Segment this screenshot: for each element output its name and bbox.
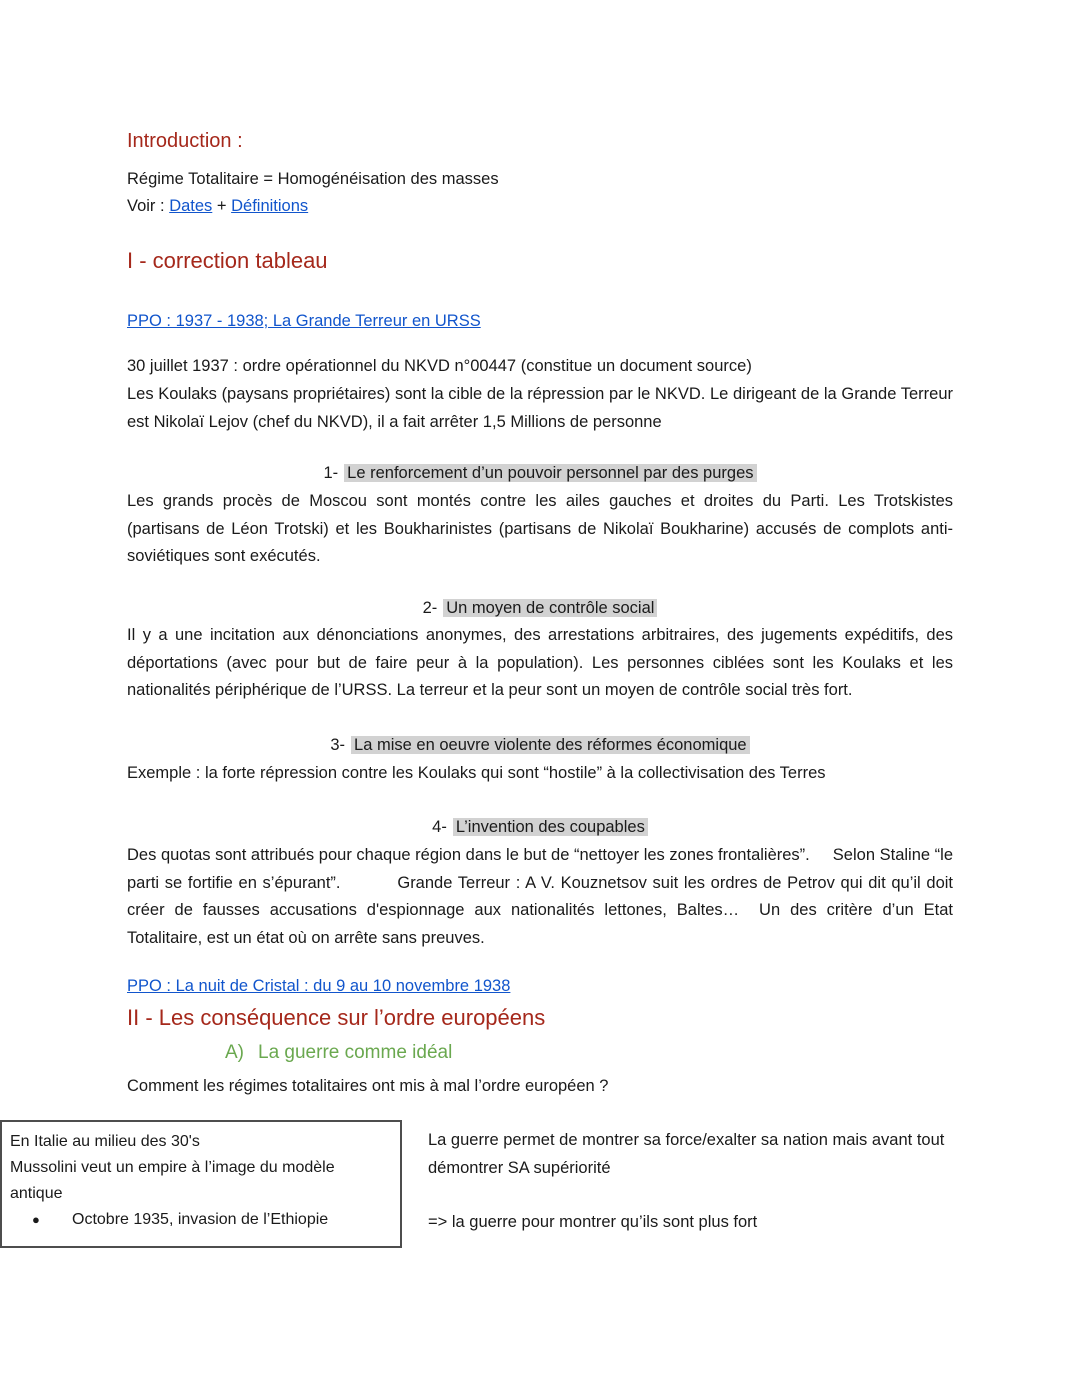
paragraph-koulaks: Les Koulaks (paysans propriétaires) sont la cible de la répression par le NKVD. Le dirigeant de la Grande Terreur est Nikolaï Lejov (chef du NKVD), il a fait arrêter 1,5 Millions de personne [127,385,953,431]
right-column-paragraph: La guerre permet de montrer sa force/exalter sa nation mais avant tout démontrer SA supériorité [428,1131,945,1177]
section-2-heading: II - Les conséquence sur l’ordre européens [127,1005,546,1030]
bullet-icon: ● [32,1212,40,1227]
subheading-2-paragraph: Il y a une incitation aux dénonciations anonymes, des arrestations arbitraires, des jugements expéditifs, des déportations (avec pour but de faire peur à la population). Les personnes ciblées sont les Koulaks et les nationalités périphérique de l’URSS. La terreur et la peur sont un moyen de contrôle social très fort. [127,626,953,699]
dates-link[interactable]: Dates [169,197,213,215]
subheading-2-number: 2- [422,599,438,617]
note-box-bullet-item [10,1207,390,1233]
subheading-3-paragraph: Exemple : la forte répression contre les Koulaks qui sont “hostile” à la collectivisation des Terres [127,764,826,782]
definitions-link[interactable]: Définitions [231,197,309,215]
subheading-4-number: 4- [432,818,447,836]
question-text: Comment les régimes totalitaires ont mis à mal l’ordre européen ? [127,1077,609,1095]
subheading-3 [127,732,953,758]
subheading-3-number: 3- [330,736,346,754]
subheading-1-number: 1- [323,464,339,482]
ppo-nuit-de-cristal-link[interactable]: PPO : La nuit de Cristal : du 9 au 10 novembre 1938 [127,977,511,995]
subsection-a-title: La guerre comme idéal [258,1042,453,1063]
note-box-bullet-text: Octobre 1935, invasion de l’Ethiopie [72,1211,329,1228]
note-box [0,1120,402,1248]
note-box-line-2: Mussolini veut un empire à l’image du modèle antique [10,1159,335,1202]
subheading-4-paragraph: Des quotas sont attribués pour chaque région dans le but de “nettoyer les zones frontalières”. Selon Staline “le parti se fortifie en s’épurant”. Grande Terreur : A V. Kouznetsov suit les ordres de Petrov qui dit qu’il doit créer de fausses accusations d'espionnage aux nationalités lettones, Baltes… Un des critère d’un Etat Totalitaire, est un état où on arrête sans preuves. [127,846,958,947]
intro-heading: Introduction : [127,130,243,152]
subheading-1-title: Le renforcement d’un pouvoir personnel par des purges [344,464,756,482]
voir-separator: + [212,197,232,215]
subsection-a-label: A) [225,1042,244,1063]
subheading-1 [127,460,953,486]
intro-text: Régime Totalitaire = Homogénéisation des masses [127,170,499,188]
subheading-4-title: L’invention des coupables [453,818,648,836]
subheading-2 [127,595,953,621]
section-1-heading: I - correction tableau [127,248,328,273]
voir-prefix: Voir : [127,197,170,215]
subsection-a-heading [225,1042,452,1064]
paragraph-date: 30 juillet 1937 : ordre opérationnel du NKVD n°00447 (constitue un document source) [127,357,752,375]
subheading-3-title: La mise en oeuvre violente des réformes économique [351,736,750,754]
subheading-1-paragraph: Les grands procès de Moscou sont montés contre les ailes gauches et droites du Parti. Les Trotskistes (partisans de Léon Trotski) et les Boukharinistes (partisans de Nikolaï Boukharine) accusés de complots anti-soviétiques sont exécutés. [127,492,953,565]
voir-line [127,193,308,221]
ppo-grande-terreur-link[interactable]: PPO : 1937 - 1938; La Grande Terreur en URSS [127,312,481,330]
subheading-2-title: Un moyen de contrôle social [443,599,657,617]
right-column-conclusion: => la guerre pour montrer qu’ils sont plus fort [428,1213,758,1231]
note-box-line-1: En Italie au milieu des 30's [10,1133,200,1150]
subheading-4 [127,814,953,840]
